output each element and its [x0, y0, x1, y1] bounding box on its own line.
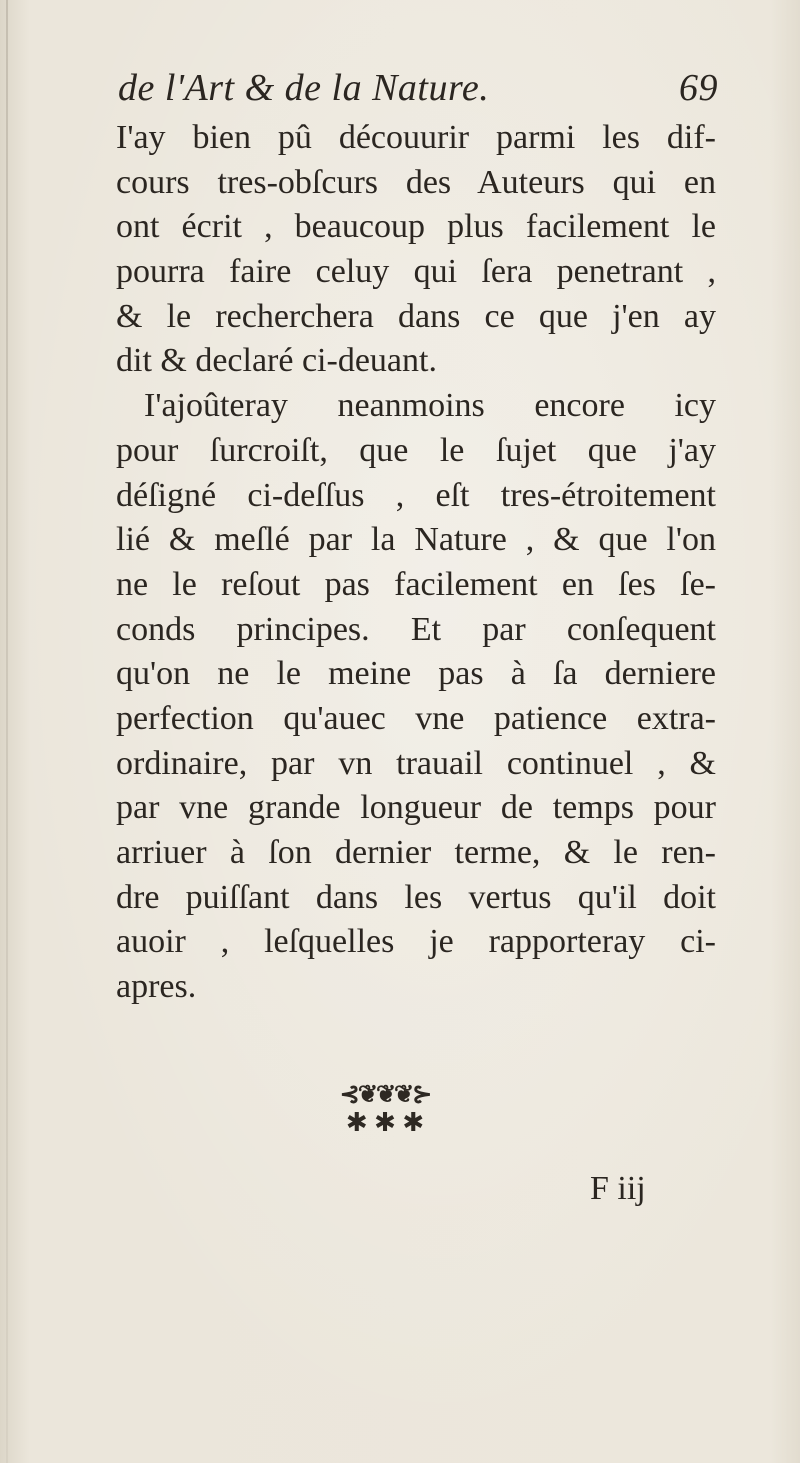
running-head-title: de l'Art & de la Nature. [118, 67, 490, 109]
ornament-fleuron [270, 1080, 500, 1160]
text-line: auoir , leſquelles je rapporteray ci- [116, 923, 716, 961]
running-head [118, 66, 718, 116]
body-text [116, 116, 716, 1010]
text-line: I'ay bien pû découurir parmi les dif- [116, 119, 716, 156]
text-line: pour ſurcroiſt, que le ſujet que j'ay [116, 431, 716, 469]
text-line: ont écrit , beaucoup plus facilement le [116, 208, 716, 246]
text-line: ordinaire, par vn trauail continuel , & [116, 744, 716, 782]
text-line: apres. [116, 968, 197, 1006]
page-gutter [6, 0, 8, 1463]
text-line: perfection qu'auec vne patience extra- [116, 699, 716, 737]
signature-mark: F iij [590, 1170, 646, 1207]
ornament-fleuron-top: ⊰❦❦❦⊱ [339, 1082, 431, 1108]
text-line: arriuer à ſon dernier terme, & le ren- [116, 834, 716, 871]
text-line: ne le reſout pas facilement en ſes ſe- [116, 565, 716, 603]
text-line: lié & meſlé par la Nature , & que l'on [116, 521, 716, 559]
text-line: dre puiſſant dans les vertus qu'il doit [116, 878, 716, 916]
page-number: 69 [679, 67, 718, 109]
text-line: qu'on ne le meine pas à ſa derniere [116, 655, 716, 693]
text-line: & le recherchera dans ce que j'en ay [116, 297, 716, 335]
text-line: pourra faire celuy qui ſera penetrant , [116, 253, 716, 291]
text-line: cours tres-obſcurs des Auteurs qui en [116, 163, 716, 201]
text-line: I'ajoûteray neanmoins encore icy [144, 387, 716, 425]
ornament-stars: ✱ ✱ ✱ [345, 1108, 425, 1137]
text-line: par vne grande longueur de temps pour [116, 789, 716, 827]
text-line: conds principes. Et par conſequent [116, 610, 716, 648]
text-line: dit & declaré ci-deuant. [116, 342, 437, 380]
text-line: déſigné ci-deſſus , eſt tres-étroitement [116, 476, 716, 514]
